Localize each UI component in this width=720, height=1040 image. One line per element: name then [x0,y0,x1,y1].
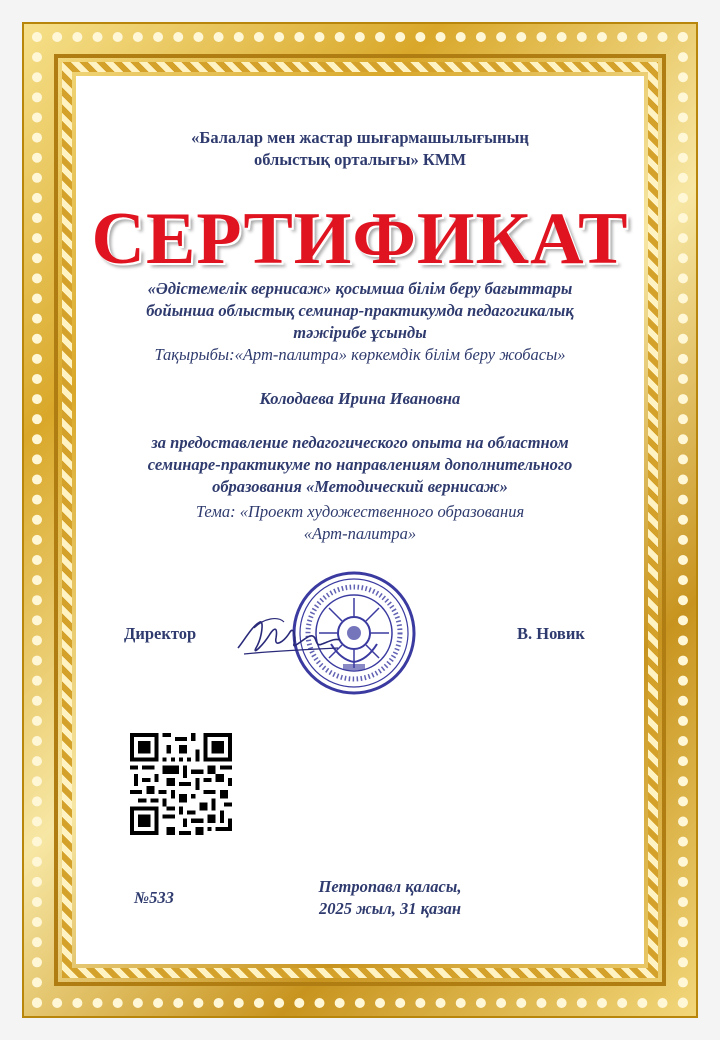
russian-body-line: семинаре-практикуме по направлениям дополнительного [147,455,573,474]
director-label: Директор [124,624,197,643]
signature-icon [234,608,344,666]
kazakh-topic: Тақырыбы:«Арт-палитра» көркемдік білім беру жобасы» [154,345,566,364]
place-and-date [290,876,490,920]
russian-body-line: образования «Методический вернисаж» [212,477,508,496]
russian-body-line: за предоставление педагогического опыта на областном [151,433,569,452]
place-line: Петропавл қаласы, [318,877,462,896]
russian-topic [0,501,720,545]
certificate-title: СЕРТИФИКАТ [91,198,629,280]
organization-line: облыстық орталығы» КММ [253,150,467,169]
russian-topic-line: «Арт-палитра» [303,524,417,543]
russian-topic-line: Тема: «Проект художественного образования [195,502,525,521]
organization-line: «Балалар мен жастар шығармашылығының [191,128,529,147]
recipient-name: Колодаева Ирина Ивановна [259,389,461,408]
organization-name [0,127,720,171]
date-line: 2025 жыл, 31 қазан [318,899,462,918]
certificate-number: №533 [134,888,174,907]
qr-code-icon[interactable] [130,733,232,835]
kazakh-body-line: тәжірибе ұсынды [293,323,427,342]
russian-body-text [0,432,720,498]
director-name: В. Новик [517,624,585,643]
kazakh-body-text [0,278,720,344]
kazakh-body-line: бойынша облыстық семинар-практикумда педагогикалық [146,301,574,320]
kazakh-body-line: «Әдістемелік вернисаж» қосымша білім беру бағыттары [147,279,573,298]
